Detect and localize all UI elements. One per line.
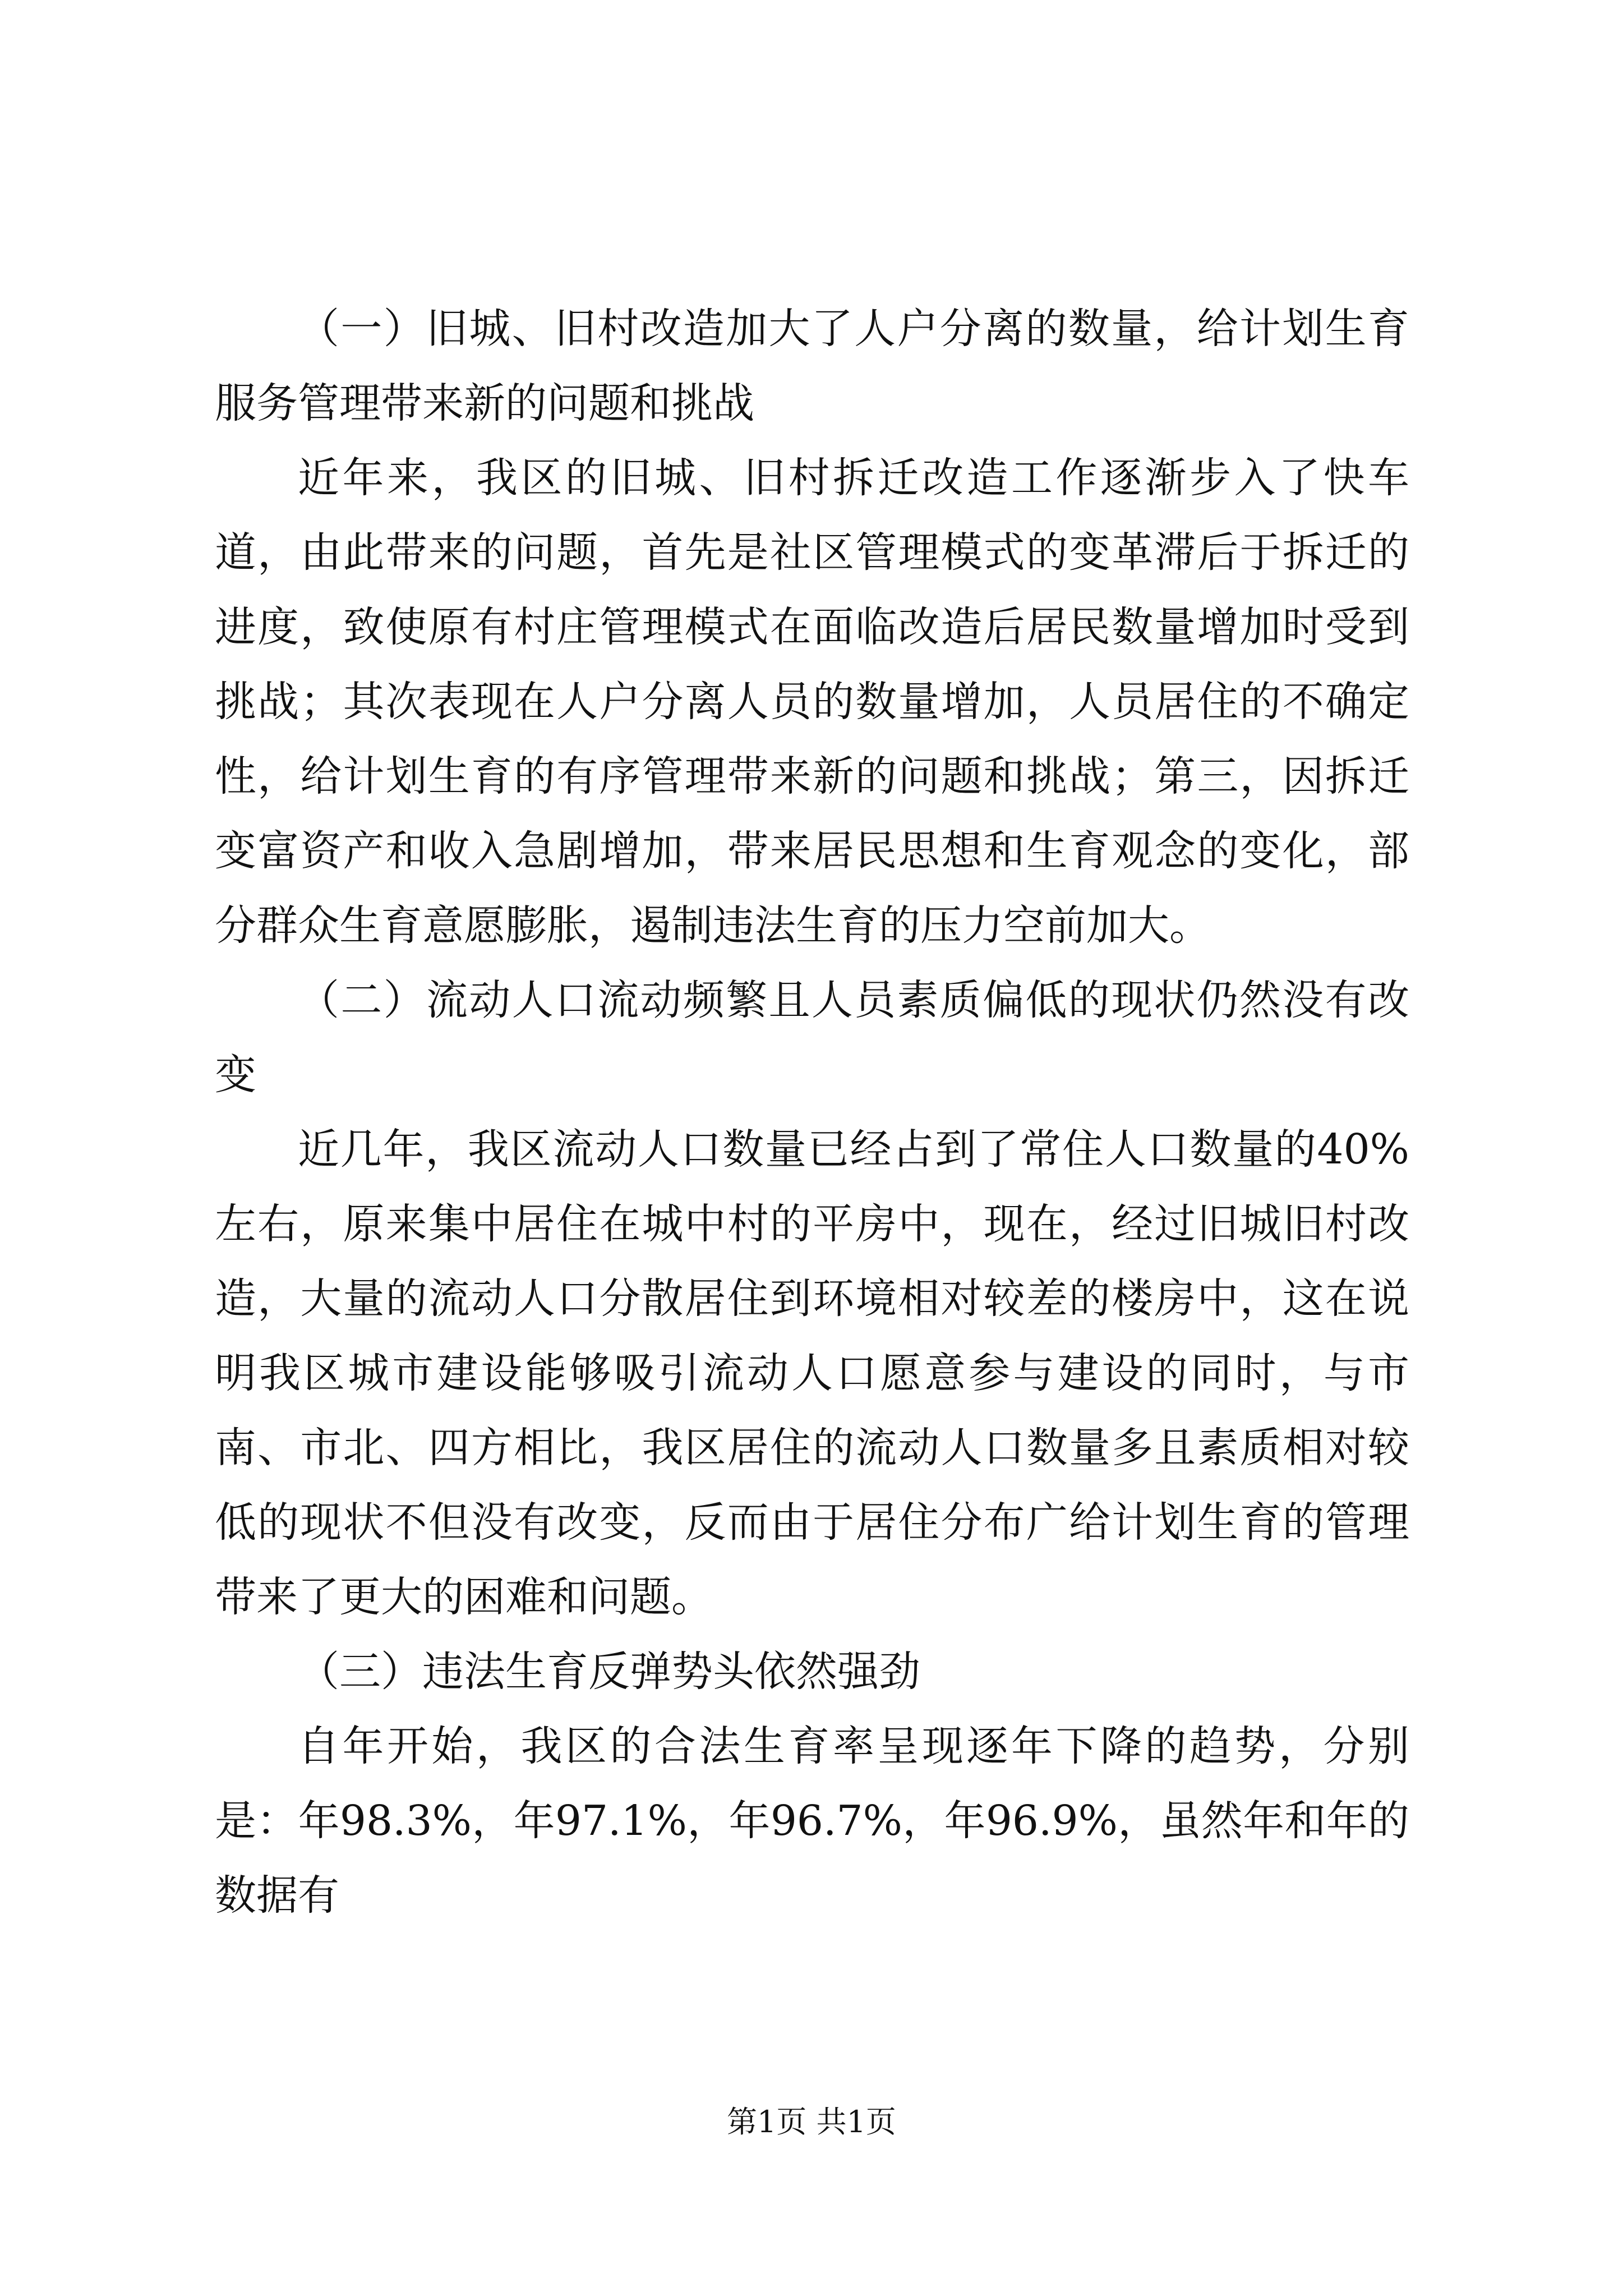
section-heading-3: （三）违法生育反弹势头依然强劲 <box>298 1648 920 1696</box>
page-footer: 第1页 共1页 <box>727 2104 896 2139</box>
body-paragraph-1: 近年来，我区的旧城、旧村拆迁改造工作逐渐步入了快车道，由此带来的问题，首先是社区管理模式的变革滞后于拆迁的进度，致使原有村庄管理模式在面临改造后居民数量增加时受到挑战；其次表现在人户分离人员的数量增加，人员居住的不确定性，给计划生育的有序管理带来新的问题和挑战；第三，因拆迁变富资产和收入急剧增加，带来居民思想和生育观念的变化，部分群众生育意愿膨胀，遏制违法生育的压力空前加大。 <box>215 454 1409 950</box>
section-heading-2: （二）流动人口流动频繁且人员素质偏低的现状仍然没有改变 <box>215 976 1409 1099</box>
body-paragraph-3: 自年开始，我区的合法生育率呈现逐年下降的趋势，分别是：年98.3%，年97.1%，年96.7%，年96.9%，虽然年和年的数据有 <box>215 1722 1409 1920</box>
section-heading-1: （一）旧城、旧村改造加大了人户分离的数量，给计划生育服务管理带来新的问题和挑战 <box>215 305 1409 427</box>
document-body <box>215 292 1409 1933</box>
body-paragraph-2: 近几年，我区流动人口数量已经占到了常住人口数量的40%左右，原来集中居住在城中村的平房中，现在，经过旧城旧村改造，大量的流动人口分散居住到环境相对较差的楼房中，这在说明我区城市建设能够吸引流动人口愿意参与建设的同时，与市南、市北、四方相比，我区居住的流动人口数量多且素质相对较低的现状不但没有改变，反而由于居住分布广给计划生育的管理带来了更大的困难和问题。 <box>215 1125 1409 1621</box>
